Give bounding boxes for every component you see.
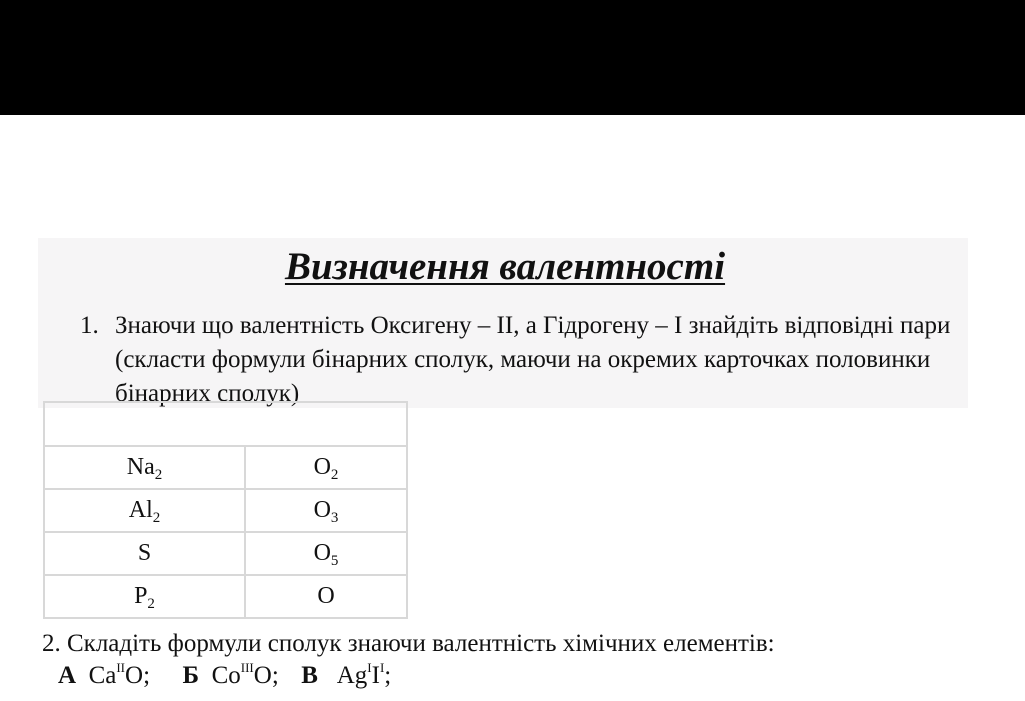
table-cell-right: $O_2$ bbox=[245, 446, 407, 489]
table-cell-right: $O_5$ bbox=[245, 532, 407, 575]
table-header-row bbox=[44, 402, 407, 446]
task-2-item-c: В $Ag^II^I$; bbox=[301, 660, 392, 689]
table-cell-left: $P_2$ bbox=[44, 575, 245, 618]
page-title: Визначення валентності bbox=[284, 245, 726, 288]
task-2-text: 2. Складіть формули сполук знаючи валентність хімічних елементів: bbox=[42, 630, 775, 657]
table-row bbox=[44, 489, 407, 532]
table-cell-left: $Na_2$ bbox=[44, 446, 245, 489]
table-cell-left: $Al_2$ bbox=[44, 489, 245, 532]
table-cell-right: $O_3$ bbox=[245, 489, 407, 532]
task-2-items bbox=[58, 661, 391, 691]
table-row bbox=[44, 575, 407, 618]
table-cell-right: O bbox=[245, 575, 407, 618]
task-1-text: Знаючи що валентність Оксигену – II, а Гідрогену – I знайдіть відповідні пари (скласти формули бінарних сполук, маючи на окремих карточках половинки бінарних сполук) bbox=[115, 312, 951, 407]
task-1 bbox=[80, 309, 960, 411]
top-black-bar bbox=[0, 0, 1025, 115]
table-row bbox=[44, 446, 407, 489]
task-2-item-b: Б $Co^{III}O$; bbox=[182, 660, 279, 689]
task-1-number: 1. bbox=[80, 312, 99, 339]
cards-table bbox=[43, 401, 408, 619]
table-cell-left: S bbox=[44, 532, 245, 575]
task-2-item-a: А $Ca^{II}O$; bbox=[58, 660, 151, 689]
table-row bbox=[44, 532, 407, 575]
table-empty-cell bbox=[44, 402, 407, 446]
